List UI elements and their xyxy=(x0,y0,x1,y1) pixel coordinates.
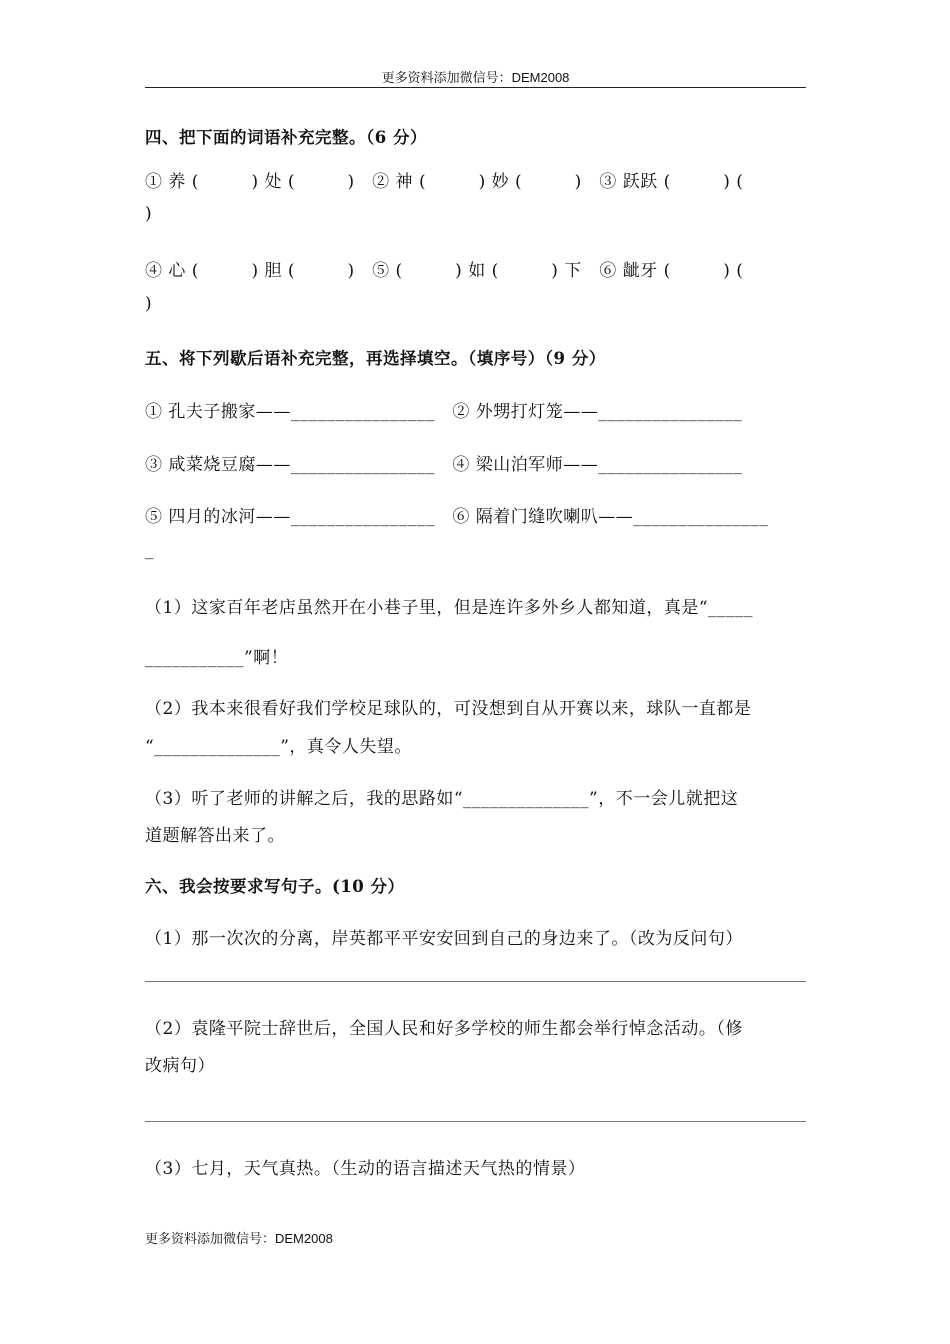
page-footer: 更多资料添加微信号：DEM2008 xyxy=(145,1231,333,1246)
question-5-2-line-1: （2）我本来很看好我们学校足球队的，可没想到自从开赛以来，球队一直都是 xyxy=(145,699,752,719)
question-5-3-line-1: （3）听了老师的讲解之后，我的思路如“______________”，不一会儿就把这 xyxy=(145,789,739,809)
question-6-2-line-2: 改病句） xyxy=(145,1056,215,1076)
section-4-row-1-wrap: ) xyxy=(145,204,153,224)
section-4-row-2: ④ 心 ( ) 胆 ( ) ⑤ ( ) 如 ( ) 下 ⑥ 龇牙 ( ) ( xyxy=(145,261,744,281)
proverb-row-3: ⑤ 四月的冰河——________________ ⑥ 隔着门缝吹喇叭——_______________ xyxy=(145,507,769,527)
page-header: 更多资料添加微信号：DEM2008 xyxy=(381,70,570,85)
header-rule xyxy=(145,87,806,88)
proverb-row-2: ③ 咸菜烧豆腐——________________ ④ 梁山泊军师——________________ xyxy=(145,455,743,475)
proverb-row-3-wrap: _ xyxy=(145,540,154,560)
question-5-1-line-2: ___________”啊！ xyxy=(145,648,289,668)
answer-line-6-2 xyxy=(145,1121,806,1122)
section-4-row-2-wrap: ) xyxy=(145,294,153,314)
question-6-3: （3）七月，天气真热。（生动的语言描述天气热的情景） xyxy=(145,1159,586,1179)
question-5-3-line-2: 道题解答出来了。 xyxy=(145,826,285,846)
section-6-title: 六、我会按要求写句子。(10 分） xyxy=(145,877,405,896)
section-4-title: 四、把下面的词语补充完整。（6 分） xyxy=(145,128,427,147)
question-5-2-line-2: “______________”，真令人失望。 xyxy=(145,737,412,757)
question-5-1-line-1: （1）这家百年老店虽然开在小巷子里，但是连许多外乡人都知道，真是“_____ xyxy=(145,598,754,618)
section-5-title: 五、将下列歇后语补充完整，再选择填空。（填序号）（9 分） xyxy=(145,349,606,368)
proverb-row-1: ① 孔夫子搬家——________________ ② 外甥打灯笼——________________ xyxy=(145,402,743,422)
question-6-1: （1）那一次次的分离，岸英都平平安安回到自己的身边来了。（改为反问句） xyxy=(145,929,743,949)
question-6-2-line-1: （2）袁隆平院士辞世后，全国人民和好多学校的师生都会举行悼念活动。（修 xyxy=(145,1019,743,1039)
answer-line-6-1 xyxy=(145,981,806,982)
section-4-row-1: ① 养 ( ) 处 ( ) ② 神 ( ) 妙 ( ) ③ 跃跃 ( ) ( xyxy=(145,172,744,192)
